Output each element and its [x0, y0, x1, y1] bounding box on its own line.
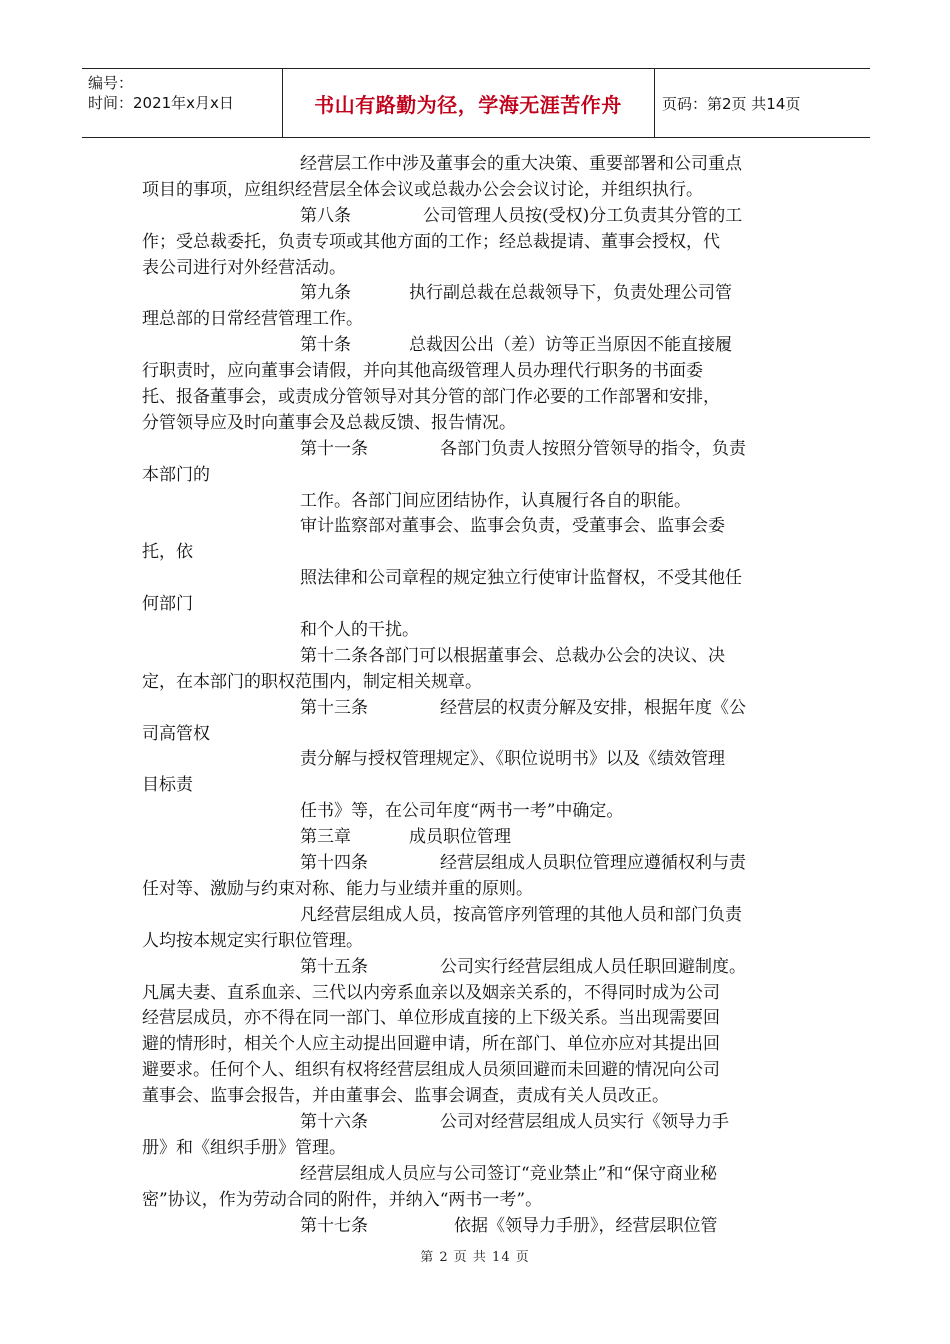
- text-line: 避要求。任何个人、组织有权将经营层组成人员须回避而未回避的情况向公司: [142, 1060, 720, 1081]
- text-line: 经营层成员，亦不得在同一部门、单位形成直接的上下级关系。当出现需要回: [142, 1008, 720, 1029]
- chapter-title: 成员职位管理: [409, 827, 511, 848]
- document-number: 编号：: [88, 74, 134, 92]
- article-heading: 第十一条: [300, 438, 368, 459]
- text-line: 表公司进行对外经营活动。: [142, 257, 346, 278]
- article-line: [142, 955, 800, 981]
- article-heading: 第十条: [300, 335, 351, 356]
- article-heading: 第十二条: [300, 645, 368, 666]
- text-line: 经营层工作中涉及董事会的重大决策、重要部署和公司重点: [300, 154, 742, 174]
- text-line: 任书》等，在公司年度“两书一考”中确定。: [300, 801, 624, 822]
- text-line: 密”协议，作为劳动合同的附件，并纳入“两书一考”。: [142, 1189, 543, 1210]
- text-line: 董事会、监事会报告，并由董事会、监事会调查，责成有关人员改正。: [142, 1086, 669, 1107]
- text-line: 定，在本部门的职权范围内，制定相关规章。: [142, 671, 482, 692]
- article-line: [142, 1214, 800, 1240]
- text-line: 公司实行经营层组成人员任职回避制度。: [440, 956, 746, 977]
- article-heading: 第十五条: [300, 956, 368, 977]
- text-line: 执行副总裁在总裁领导下，负责处理公司管: [409, 283, 732, 304]
- text-line: 凡经营层组成人员，按高管序列管理的其他人员和部门负责: [300, 904, 742, 925]
- text-line: 人均按本规定实行职位管理。: [142, 930, 363, 951]
- article-line: [142, 851, 800, 877]
- document-time: 时间：2021年x月x日: [88, 94, 234, 112]
- text-line: 公司对经营层组成人员实行《领导力手: [440, 1111, 729, 1132]
- text-line: 任对等、激励与约束对称、能力与业绩并重的原则。: [142, 878, 533, 899]
- text-line: 经营层组成人员职位管理应遵循权利与责: [440, 853, 746, 874]
- article-heading: 第九条: [300, 283, 351, 304]
- article-line: [142, 437, 800, 463]
- text-line: 照法律和公司章程的规定独立行使审计监督权，不受其他任: [300, 568, 742, 589]
- text-line: 公司管理人员按(受权)分工负责其分管的工: [423, 205, 743, 226]
- article-heading: 第八条: [300, 205, 351, 226]
- document-body: [142, 152, 800, 1239]
- text-line: 托、报备董事会，或责成分管领导对其分管的部门作必要的工作部署和安排，: [142, 387, 720, 408]
- text-line: 本部门的: [142, 464, 210, 485]
- article-line: [142, 644, 800, 670]
- article-line: [142, 333, 800, 359]
- article-heading: 第十六条: [300, 1111, 368, 1132]
- text-line: 册》和《组织手册》管理。: [142, 1137, 346, 1158]
- page-header: [82, 68, 870, 138]
- text-line: 各部门负责人按照分管领导的指令，负责: [440, 438, 746, 459]
- text-line: 分管领导应及时向董事会及总裁反馈、报告情况。: [142, 412, 516, 433]
- chapter-line: [142, 825, 800, 851]
- text-line: 行职责时，应向董事会请假，并向其他高级管理人员办理代行职务的书面委: [142, 361, 703, 382]
- text-line: 托，依: [142, 542, 193, 563]
- text-line: 经营层的权责分解及安排，根据年度《公: [440, 697, 746, 718]
- text-line: 审计监察部对董事会、监事会负责，受董事会、监事会委: [300, 516, 725, 537]
- text-line: 依据《领导力手册》，经营层职位管: [454, 1215, 718, 1236]
- text-line: 避的情形时，相关个人应主动提出回避申请，所在部门、单位亦应对其提出回: [142, 1034, 720, 1055]
- text-line: 理总部的日常经营管理工作。: [142, 309, 363, 330]
- article-heading: 第十三条: [300, 697, 368, 718]
- text-line: 总裁因公出（差）访等正当原因不能直接履: [409, 335, 732, 356]
- chapter-heading: 第三章: [300, 827, 351, 848]
- header-motto: 书山有路勤为径，学海无涯苦作舟: [314, 92, 622, 117]
- article-line: [142, 1110, 800, 1136]
- header-page-info: 页码：第2页 共14页: [662, 94, 801, 113]
- text-line: 目标责: [142, 775, 193, 796]
- text-line: 经营层组成人员应与公司签订“竞业禁止”和“保守商业秘: [300, 1163, 718, 1184]
- text-line: 责分解与授权管理规定》、《职位说明书》以及《绩效管理: [300, 749, 725, 770]
- page-footer: 第 2 页 共 14 页: [420, 1250, 530, 1265]
- article-line: [142, 696, 800, 722]
- header-meta: [88, 73, 278, 113]
- text-line: 各部门可以根据董事会、总裁办公会的决议、决: [368, 645, 725, 666]
- article-line: [142, 281, 800, 307]
- text-line: 司高管权: [142, 723, 210, 744]
- text-line: 凡属夫妻、直系血亲、三代以内旁系血亲以及姻亲关系的，不得同时成为公司: [142, 982, 720, 1003]
- article-heading: 第十四条: [300, 853, 368, 874]
- text-line: 和个人的干扰。: [300, 620, 419, 641]
- text-line: 作；受总裁委托，负责专项或其他方面的工作；经总裁提请、董事会授权，代: [142, 231, 720, 252]
- text-line: 项目的事项，应组织经营层全体会议或总裁办公会会议讨论，并组织执行。: [142, 179, 703, 200]
- text-line: 何部门: [142, 594, 193, 615]
- article-line: [142, 204, 800, 230]
- header-divider: [654, 69, 655, 137]
- article-heading: 第十七条: [300, 1215, 368, 1236]
- text-line: 工作。各部门间应团结协作，认真履行各自的职能。: [300, 490, 691, 511]
